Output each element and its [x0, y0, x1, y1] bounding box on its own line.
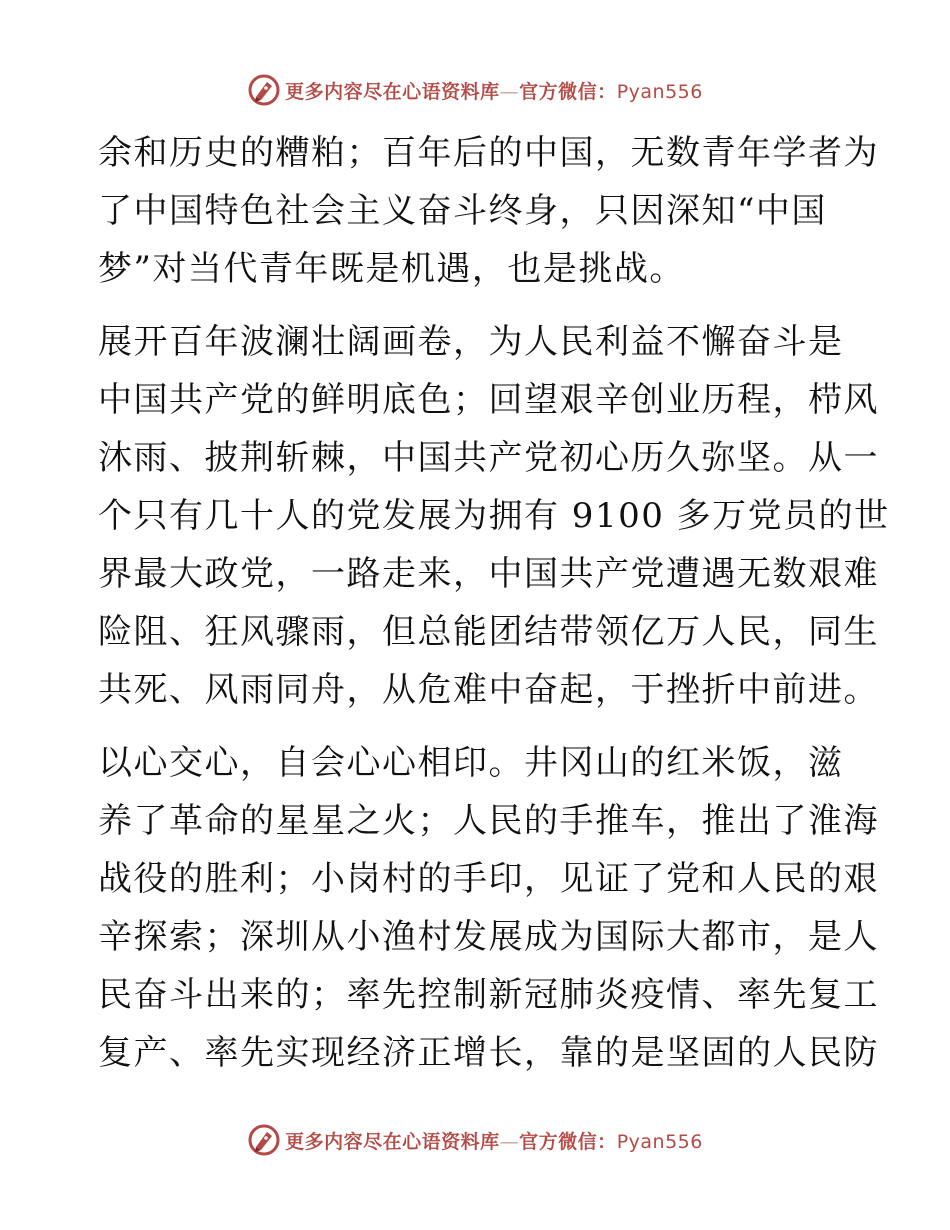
- banner-colon: ：: [597, 1130, 617, 1153]
- text-line: 以心交心，自会心心相印。井冈山的红米饭，滋: [98, 743, 844, 783]
- banner-wechat-label: 官方微信: [519, 1130, 598, 1153]
- pen-nib-seal-icon: [247, 73, 281, 107]
- text-line: 个只有几十人的党发展为拥有 9100 多万党员的世: [98, 496, 890, 536]
- banner-dash: —: [499, 1130, 520, 1153]
- text-line: 中国共产党的鲜明底色；回望艰辛创业历程，栉风: [98, 380, 879, 420]
- banner-text: [285, 77, 703, 104]
- banner-dash: —: [499, 80, 520, 103]
- banner-account: Pyan556: [616, 80, 703, 103]
- header-banner: [0, 72, 950, 108]
- text-line: 梦”对当代青年既是机遇，也是挑战。: [98, 249, 685, 289]
- text-line: 沐雨、披荆斩棘，中国共产党初心历久弥坚。从一: [98, 438, 879, 478]
- text-line: 战役的胜利；小岗村的手印，见证了党和人民的艰: [98, 859, 879, 899]
- text-line: 复产、率先实现经济正增长，靠的是坚固的人民防: [98, 1033, 879, 1073]
- paragraph: [98, 734, 879, 1082]
- banner-account: Pyan556: [616, 1130, 703, 1153]
- text-line: 民奋斗出来的；率先控制新冠肺炎疫情、率先复工: [98, 975, 879, 1015]
- text-line: 辛探索；深圳从小渔村发展成为国际大都市，是人: [98, 917, 879, 957]
- text-line: 险阻、狂风骤雨，但总能团结带领亿万人民，同生: [98, 612, 879, 652]
- banner-colon: ：: [597, 80, 617, 103]
- paragraph: [98, 124, 879, 298]
- text-line: 养了革命的星星之火；人民的手推车，推出了淮海: [98, 801, 879, 841]
- document-body: [98, 124, 890, 1082]
- text-line: 展开百年波澜壮阔画卷，为人民利益不懈奋斗是: [98, 322, 844, 362]
- banner-lead: 更多内容尽在心语资料库: [285, 80, 500, 103]
- banner-text: [285, 1127, 703, 1154]
- text-line: 余和历史的糟粕；百年后的中国，无数青年学者为: [98, 133, 879, 173]
- footer-banner: [0, 1122, 950, 1158]
- banner-lead: 更多内容尽在心语资料库: [285, 1130, 500, 1153]
- banner-wechat-label: 官方微信: [519, 80, 598, 103]
- text-line: 了中国特色社会主义奋斗终身，只因深知“中国: [98, 191, 827, 231]
- pen-nib-seal-icon: [247, 1123, 281, 1157]
- paragraph: [98, 313, 890, 719]
- text-line: 界最大政党，一路走来，中国共产党遭遇无数艰难: [98, 554, 879, 594]
- text-line: 共死、风雨同舟，从危难中奋起，于挫折中前进。: [98, 670, 879, 710]
